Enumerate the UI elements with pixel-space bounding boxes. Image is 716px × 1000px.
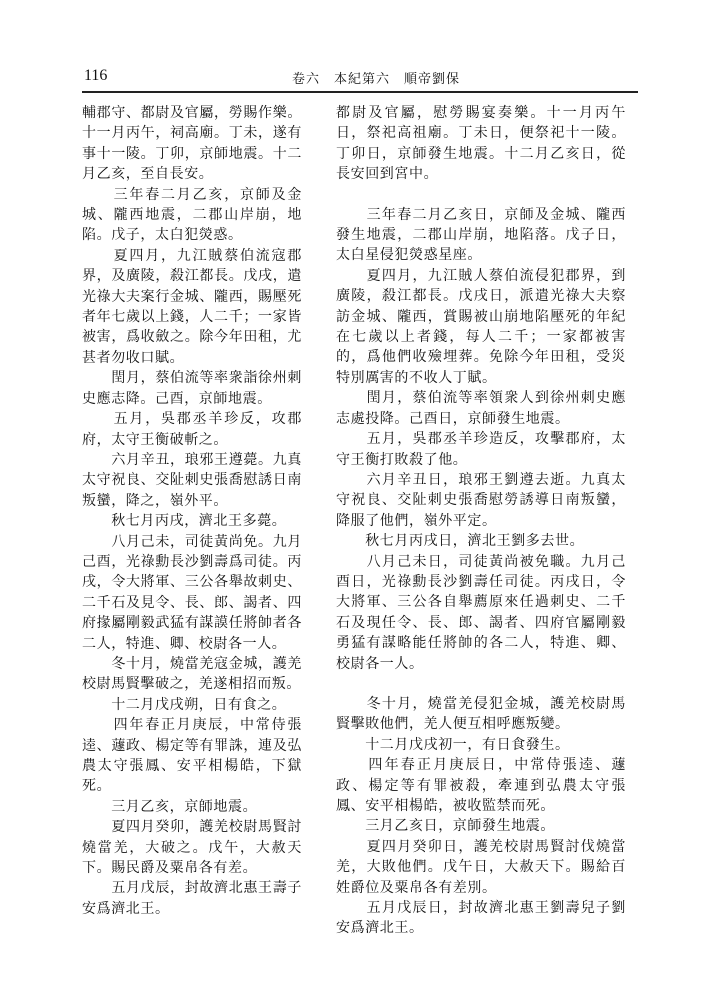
right-paragraph: 四年春正月庚辰日，中常侍張逵、蘧政、楊定等有罪被殺，牽連到弘農太守張鳳、安平相楊皓，被收監禁而死。 <box>336 757 626 814</box>
left-paragraph: 三年春二月乙亥，京師及金城、隴西地震，二郡山岸崩，地陷。戊子，太白犯熒惑。 <box>82 186 302 244</box>
left-paragraph: 八月己未，司徒黃尚免。九月己酉，光祿勳長沙劉壽爲司徒。丙戌，令大將軍、三公各舉故刺史、二千石及見令、長、郎、謁者、四府掾屬剛毅武猛有謀謨任將帥者各二人，特進、卿、校尉各一人。 <box>82 533 302 652</box>
right-paragraph: 都尉及官屬，慰勞賜宴奏樂。十一月丙午日，祭祀高祖廟。丁未日，便祭祀十一陵。丁卯日，京師發生地震。十二月乙亥日，從長安回到宮中。 <box>336 105 626 183</box>
left-paragraph: 閏月，蔡伯流等率衆詣徐州刺史應志降。己酉，京師地震。 <box>82 370 302 407</box>
right-paragraph: 三年春二月乙亥日，京師及金城、隴西發生地震，二郡山岸崩，地陷落。戊子日，太白星侵犯熒惑星座。 <box>336 206 626 264</box>
left-paragraph: 夏四月，九江賊蔡伯流寇郡界，及廣陵，殺江都長。戊戌，遣光祿大夫案行金城、隴西，賜壓死者年七歲以上錢，人二千；一家皆被害，爲收斂之。除今年田租，尤甚者勿收口賦。 <box>82 247 302 366</box>
left-paragraph: 十二月戊戌朔，日有食之。 <box>82 696 287 713</box>
right-paragraph: 閏月，蔡伯流等率領衆人到徐州刺史應志處投降。己酉日，京師發生地震。 <box>336 390 626 427</box>
right-paragraph: 冬十月，燒當羌侵犯金城，護羌校尉馬賢擊敗他們，羌人便互相呼應叛變。 <box>336 695 626 733</box>
right-paragraph: 五月，吳郡丞羊珍造反，攻擊郡府，太守王衡打敗殺了他。 <box>336 431 626 468</box>
left-paragraph: 冬十月，燒當羌寇金城，護羌校尉馬賢擊破之，羌遂相招而叛。 <box>82 655 302 693</box>
right-paragraph: 秋七月丙戌日，濟北王劉多去世。 <box>336 533 585 550</box>
right-paragraph: 十二月戊戌初一，有日食發生。 <box>336 736 570 753</box>
page-header <box>84 67 644 87</box>
left-paragraph: 輔郡守、都尉及官屬，勞賜作樂。十一月丙午，祠高廟。丁未，遂有事十一陵。丁卯，京師地震。十二月乙亥，至自長安。 <box>82 105 302 183</box>
paragraph-gap <box>336 674 626 694</box>
header-rule <box>82 91 638 93</box>
paragraph-gap <box>336 185 626 205</box>
right-paragraph: 六月辛丑日，琅邪王劉遵去逝。九真太守祝良、交阯刺史張喬慰勞誘導日南叛蠻，降服了他們，嶺外平定。 <box>336 471 626 529</box>
right-paragraph: 夏四月癸卯日，護羌校尉馬賢討伐燒當羌，大敗他們。戊午日，大赦天下。賜給百姓爵位及粟帛各有差別。 <box>336 838 626 896</box>
right-paragraph: 夏四月，九江賊人蔡伯流侵犯郡界，到廣陵，殺江都長。戊戌日，派遣光祿大夫察訪金城、隴西，賞賜被山崩地陷壓死的年紀在七歲以上者錢，每人二千；一家都被害的，爲他們收殮埋葬。免除今年田租，受災特別厲害的不收人丁賦。 <box>336 267 626 386</box>
left-paragraph: 夏四月癸卯，護羌校尉馬賢討燒當羌，大破之。戊午，大赦天下。賜民爵及粟帛各有差。 <box>82 819 302 877</box>
right-paragraph: 三月乙亥日，京師發生地震。 <box>336 818 555 835</box>
left-paragraph: 三月乙亥，京師地震。 <box>82 798 258 815</box>
left-paragraph: 五月，吳郡丞羊珍反，攻郡府，太守王衡破斬之。 <box>82 411 302 448</box>
right-paragraph: 八月己未日，司徒黃尚被免職。九月己酉日，光祿勳長沙劉壽任司徒。丙戌日，令大將軍、三公各自舉薦原來任過刺史、二千石及現任令、長、郎、謁者、四府官屬剛毅勇猛有謀略能任將帥的各二人，特進、卿、校尉各一人。 <box>336 553 626 672</box>
modern-translation-column <box>336 103 626 939</box>
left-paragraph: 六月辛丑，琅邪王遵薨。九真太守祝良、交阯刺史張喬慰誘日南叛蠻，降之，嶺外平。 <box>82 451 302 509</box>
left-paragraph: 五月戊辰，封故濟北惠王壽子安爲濟北王。 <box>82 880 302 917</box>
running-title: 卷六 本紀第六 順帝劉保 <box>292 72 461 87</box>
page-number: 116 <box>84 67 108 84</box>
right-paragraph: 五月戊辰日，封故濟北惠王劉壽兒子劉安爲濟北王。 <box>336 900 626 937</box>
left-paragraph: 秋七月丙戌，濟北王多薨。 <box>82 513 287 530</box>
left-paragraph: 四年春正月庚辰，中常侍張逵、蘧政、楊定等有罪誅，連及弘農太守張鳳、安平相楊皓，下獄死。 <box>82 717 302 795</box>
classical-text-column <box>82 103 302 919</box>
